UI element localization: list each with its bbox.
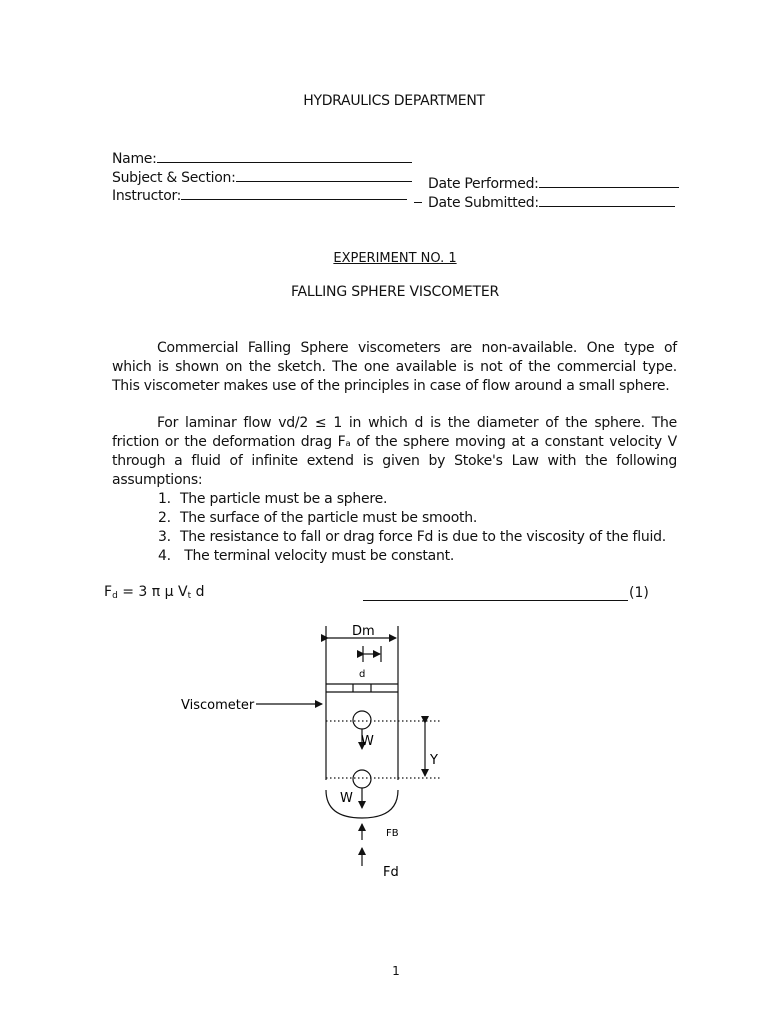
list-item: 3. The resistance to fall or drag force Fd is due to the viscosity of the fluid. (158, 529, 666, 545)
department-heading: HYDRAULICS DEPARTMENT (303, 93, 485, 109)
fb-label: FB (386, 828, 399, 839)
sphere-bottom (353, 770, 371, 788)
w-bottom-label: W (340, 791, 353, 806)
list-item: 1. The particle must be a sphere. (158, 491, 388, 507)
date-submitted-label: Date Submitted: (428, 195, 539, 211)
experiment-number: EXPERIMENT NO. 1 (333, 251, 457, 266)
w-top-label: W (361, 734, 374, 749)
instructor-label: Instructor: (112, 188, 182, 204)
equation-number: (1) (629, 585, 649, 601)
date-performed-label: Date Performed: (428, 176, 539, 192)
sphere-top (353, 711, 371, 729)
stokes-equation: $F_d = 3$ π μ $V_t$ d (104, 584, 205, 601)
dm-label: Dm (352, 624, 375, 639)
laminar-flow-paragraph-text: For laminar flow vd/2 ≤ 1 in which d is the diameter of the sphere. The friction or the deformation drag Fₐ of the sphere moving at a constant velocity V through a fluid of infinite extend is given by Stoke's Law with the following assumptions: (112, 415, 677, 488)
list-item: 2. The surface of the particle must be smooth. (158, 510, 478, 526)
page-number: 1 (392, 964, 400, 978)
name-label: Name: (112, 151, 157, 167)
d-label: d (359, 669, 366, 680)
viscometer-label: Viscometer (181, 698, 255, 713)
subject-section-label: Subject & Section: (112, 170, 236, 186)
fd-label: Fd (383, 865, 399, 880)
intro-paragraph-text: Commercial Falling Sphere viscometers are non-available. One type of which is shown on the sketch. The one available is not of the commercial type. This viscometer makes use of the principles in case of flow around a small sphere. (112, 340, 677, 394)
list-item: 4. The terminal velocity must be constant. (158, 548, 455, 564)
y-label: Y (430, 753, 438, 768)
experiment-title: FALLING SPHERE VISCOMETER (290, 284, 499, 300)
